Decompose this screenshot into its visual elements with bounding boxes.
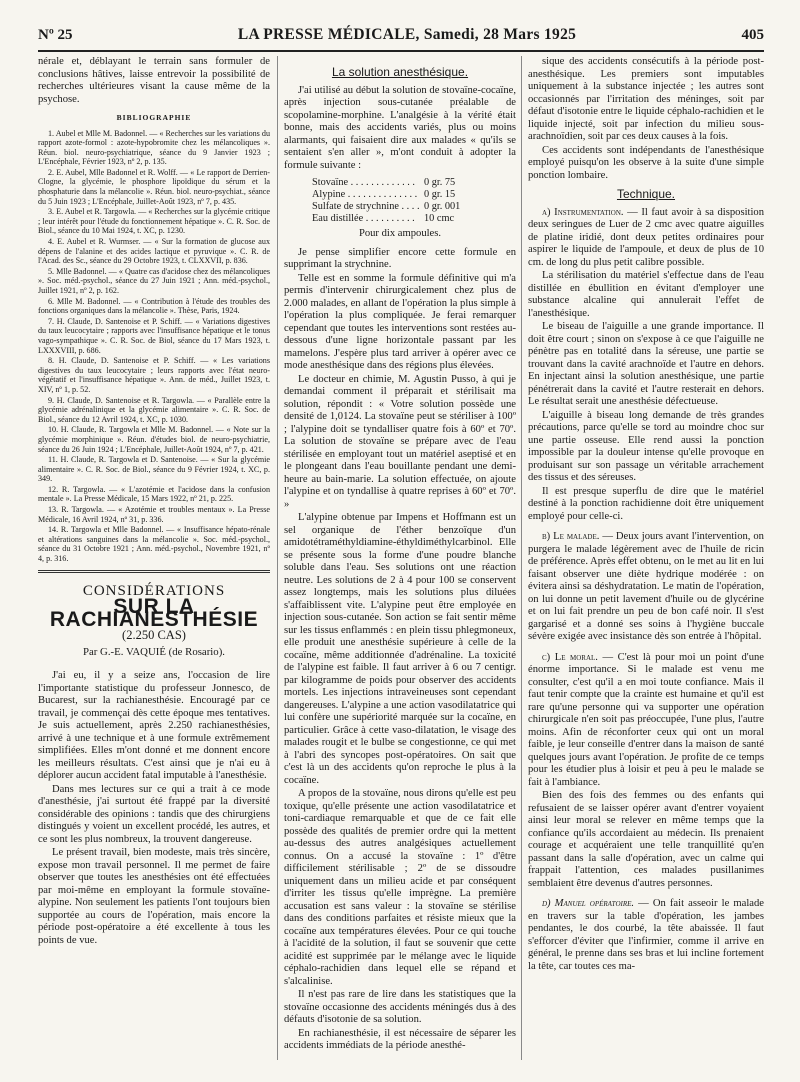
paragraph-instrumentation [528, 207, 764, 270]
article-author: Par G.-E. VAQUIÉ (de Rosario). [82, 645, 226, 658]
paragraph: Le docteur en chimie, M. Agustin Pusso, à qui je demandai comment il préparait et stérilisait ma solution, répondit : « Votre solution possède une densité de 1,0124. La stovaïne peut se stériliser à 100º ; l'alypine doit se tyndalliser quatre fois à 60º et 70º. La solution de stovaïne se prépare avec de l'eau stérilisée en employant tout un matériel aseptisé et en le plongeant dans l'eau bouillante pendant une demi-heure au bain-marie. La solution effectuée, on ajoute l'alypine et on tyndallise à quatre reprises à 60º et 70º. » [284, 373, 516, 510]
page-header [38, 26, 764, 50]
paragraph: Ces accidents sont indépendants de l'anesthésique employé puisqu'on les observe à la suite d'une simple ponction lombaire. [528, 144, 764, 181]
subsection-label: a) Instrumentation. [542, 206, 624, 218]
column-left [38, 56, 270, 1060]
paragraph: Je pense simplifier encore cette formule en supprimant la strychnine. [284, 246, 516, 270]
bibliography-entry: 3. E. Aubel et R. Targowla. — « Recherches sur la glycémie critique ; leur intérêt pour l'étude du fonctionnement hépatique ». C. R. Soc. de Biol., séance du 10 Mai 1924, t. XC, p. 1230. [38, 207, 270, 236]
issue-number: Nº 25 [38, 27, 73, 43]
ingredient-name: Stovaïne . . . . . . . . . . . . . [312, 177, 415, 188]
paragraph: En rachianesthésie, il est nécessaire de séparer les accidents immédiats de la période anesthé- [284, 1027, 516, 1051]
bibliography-entry: 4. E. Aubel et R. Wurmser. — « Sur la formation de glucose aux dépens de l'alanine et des acides lactique et pyruvique ». C. R. de l'Acad. des Sc., séance du 29 Octobre 1923, t. CLXXVII, p. 836. [38, 237, 270, 266]
formula-row [312, 189, 482, 201]
bibliography-entry: 8. H. Claude, D. Santenoise et P. Schiff. — « Les variations digestives du taux leucocytaire ; leurs rapports avec l'état neuro-végétatif et l'insuffisance hépatique ». Ann. de méd., Juillet 1923, t. XIV, nº 1, p. 52. [38, 356, 270, 394]
article-body [528, 270, 764, 523]
paragraph: Il n'est pas rare de lire dans les statistiques que la stovaïne occasionne des accidents méningés dus à des défauts d'isotonie de sa solution. [284, 989, 516, 1025]
bibliography-heading: BIBLIOGRAPHIE [116, 113, 192, 122]
ingredient-name: Alypine . . . . . . . . . . . . . . [312, 189, 418, 200]
bibliography-entry: 9. H. Claude, D. Santenoise et R. Targowla. — « Parallèle entre la glycémie adrénalinique et la glycémie alimentaire ». C. R. Soc. de Biol., séance du 12 Avril 1924, t. XC, p. 1030. [38, 395, 270, 424]
article-body [38, 670, 270, 947]
paragraph: La stérilisation du matériel s'effectue dans de l'eau distillée en ébullition en évitant d'employer une substance alcaline qui annulerait l'effet de l'anesthésique. [528, 270, 764, 319]
header-rule [38, 50, 764, 52]
subsection-label: c) Le moral. [542, 651, 598, 663]
bibliography-entry: 10. H. Claude, R. Targowla et Mlle M. Badonnel. — « Note sur la glycémie morphinique ». Réun. d'études biol. de neuro-psychiatrie, séance du 26 Juin 1924 ; L'Encéphale, Juillet-Août 1924, nº 7, p. 421. [38, 425, 270, 454]
page-number: 405 [741, 27, 764, 43]
paragraph: Il est presque superflu de dire que le matériel destiné à la ponction rachidienne doit être uniquement employé pour celle-ci. [528, 485, 764, 522]
ingredient-quantity: 0 gr. 75 [424, 177, 456, 188]
ingredient-quantity: 0 gr. 15 [424, 189, 456, 200]
section-heading-solution: La solution anesthésique. [331, 65, 469, 79]
bibliography-entry: 7. H. Claude, D. Santenoise et P. Schiff. — « Variations digestives du taux leucocytaire ; rapports avec l'insuffisance hépatique et le tonus vago-sympathique ». C. R. Soc. de Biol, séance du 17 Mars 1923, t. LXXXVIII, p. 686. [38, 316, 270, 355]
article-kicker: CONSIDÉRATIONS [82, 582, 226, 599]
ingredient-quantity: 10 cmc [424, 213, 455, 224]
journal-title: LA PRESSE MÉDICALE, Samedi, 28 Mars 1925 [237, 26, 577, 43]
paragraph: Bien des fois des femmes ou des enfants qui refusaient de se laisser opérer avant d'entrer voyaient ainsi leur moral se relever en même temps que la confiance qu'ils accordaient au médecin. Ils prenaient courage et acquéraient une telle tranquillité qu'en passant dans la salle d'opération, avec un calme qui frappait l'attention, ces malades pusillanimes semblaient être devenus d'autres personnes. [528, 790, 764, 889]
paragraph: Le présent travail, bien modeste, mais très sincère, expose mon travail personnel. Il me permet de faire observer que toutes les anesthésies ont été effectuées par moi-même en employant la formule stovaïne-alypine. Non seulement les patients l'ont toujours bien supportée au cours de l'opération, mais encore la période post-opératoire a été excellente à tous les points de vue. [38, 847, 270, 946]
paragraph-text: — Il faut avoir à sa disposition deux seringues de Luer de 2 cmc avec quatre aiguilles de platine iridié, dont deux petites ordinaires pour aspirer le liquide de l'ampoule, et deux de plus de 10 cm. de long du plus petit calibre possible. [528, 206, 764, 268]
bibliography-entry: 6. Mlle M. Badonnel. — « Contribution à l'étude des troubles des fonctions organiques dans la mélancolie ». Thèse, Paris, 1924. [38, 296, 270, 316]
formula-row [312, 201, 482, 213]
section-separator [38, 570, 270, 573]
paragraph: J'ai utilisé au début la solution de stovaïne-cocaïne, après injection sous-cutanée préalable de scopolamine-morphine. L'analgésie à la vérité était bonne, mais des accidents variés, plus ou moins alarmants, qui faisaient dire aux malades « qu'ils se sentaient s'en aller », m'ont conduit à adopter la formule suivante : [284, 84, 516, 171]
bibliography-entry: 14. R. Targowla et Mlle Badonnel. — « Insuffisance hépato-rénale et altérations sanguines dans la mélancolie ». Soc. méd.-psychol., séance du 31 Octobre 1921 ; Ann. méd.-psychol., Novembre 1921, nº 4, p. 316. [38, 525, 270, 564]
subsection-label: b) Le malade. [542, 531, 600, 542]
ingredient-name: Eau distillée . . . . . . . . . . [312, 213, 415, 224]
ingredient-quantity: 0 gr. 001 [424, 201, 461, 212]
paragraph: Le biseau de l'aiguille a une grande importance. Il doit être court ; sinon on s'expose à ce que l'aiguille ne pénètre pas en totalité dans la séreuse, une partie se trouvant dans la cavité arachnoïde et l'autre en dehors. En injectant ainsi la solution anesthésique, une partie pénétrerait dans la cavité et l'autre resterait en dehors. Le résultat serait une anesthésie défectueuse. [528, 321, 764, 407]
section-heading-technique: Technique. [616, 187, 676, 201]
paragraph: A propos de la stovaïne, nous dirons qu'elle est peu toxique, qu'elle présente une action vasodilatatrice et toni-cardiaque remarquable et que de ce fait elle possède des qualités de premier ordre qui la mettent au-dessus des autres analgésiques actuellement connus. On a accusé la stovaïne : 1º d'être difficilement stérilisable ; 2º de se dissoudre uniquement dans un milieu acide et par conséquent d'irriter les tissus qu'elle imprègne. La première accusation est sans valeur : la stovaïne se stérilise dans des conditions parfaites et résiste mieux que la cocaïne aux températures élevées. Pour ce qui touche à l'acidité de la solution, il faut se souvenir que cette acidité est supprimée par le mélange avec le liquide céphalo-rachidien dans lequel elle se répand et s'alcalinise. [284, 788, 516, 987]
bibliography-entry: 1. Aubel et Mlle M. Badonnel. — « Recherches sur les variations du rapport azote-formol : azote-hypobromite chez les mélancoliques ». Réun. biol. neuro-psychiatrique, séance du 9 Janvier 1923 ; L'Encéphale, Février 1923, nº 2, p. 135. [38, 128, 270, 167]
paragraph: Dans mes lectures sur ce qui a trait à ce mode d'anesthésie, j'ai surtout été frappé par la diversité considérable des opinions : tandis que des chirurgiens distingués y voient un excellent procédé, les autres, et ce sont les plus nombreux, la trouvent dangereuse. [38, 783, 270, 845]
paragraph-text: — Deux jours avant l'intervention, on purgera le malade légèrement avec de l'huile de ricin de préférence. Après effet obtenu, on le met au lit en lui faisant observer une diète hydrique modérée : on évitera ainsi sa déshydratation. Le matin de l'opération, on lui donne un petit lavement d'huile ou de glycérine et on lui fait prendre un peu de bon café noir. Il s'est gargarisé et a donné ses soins à l'hygiène buccale sévère exigée avec insistance dès son entrée à l'hôpital. [528, 531, 764, 642]
paragraph: J'ai eu, il y a seize ans, l'occasion de lire l'importante statistique du professeur Jonnesco, de Bucarest, sur la rachianesthésie. Encouragé par ce travail, je commençai dès cette époque mes tentatives. Je suis actuellement, après 2.250 rachianesthésies, arrivé à une technique et à une formule extrêmement simplifiées. Elles m'ont donné et me donnent encore les meilleurs résultats. C'est ainsi que je n'ai eu à déplorer aucun accident fatal imputable à l'anesthésie. [38, 670, 270, 782]
bibliography-entry: 5. Mlle Badonnel. — « Quatre cas d'acidose chez des mélancoliques ». Soc. méd.-psychol., séance du 27 Juin 1921 ; Ann. méd.-psychol., Juillet 1921, nº 2, p. 162. [38, 266, 270, 295]
bibliography-list [38, 129, 270, 564]
column-middle [284, 56, 516, 1060]
bibliography-entry: 2. E. Aubel, Mlle Badonnel et R. Wolff. — « Le rapport de Derrien-Clogne, la glycémie, le phosphore lipoïdique du sérum et la phosphaturie dans la mélancolie ». Réun. biol. neuro-psychiat., séance du 5 Juin 1923 ; L'Encéphale, Juillet-Août 1923, nº 7, p. 435. [38, 167, 270, 206]
column-divider [521, 56, 522, 1060]
formula-row [312, 213, 482, 225]
subsection-label: d) Manuel opératoire. [542, 898, 635, 909]
paragraph: L'alypine obtenue par Impens et Hoffmann est un sel organique de l'éther benzoïque d'un amidotétraméthyldiamine-éthyldiméthylcarbinol. Elle se présente sous la forme d'une poudre blanche soluble dans l'eau. Ses solutions ont une réaction neutre. Les solutions de 2 à 4 pour 100 se conservent assez longtemps, mais les solutions plus diluées s'affaiblissent vite. L'alypine peut être employée en injection sous-cutanée. Son action se fait sentir même sur les tissus enflammés : en plein tissu phlegmoneux, elle produit une anesthésie supérieure à celle de la cocaïne, même additionnée d'adrénaline. La toxicité de l'alypine est faible. Il faut arriver à 6 ou 7 centigr. par kilogramme de poids pour observer des accidents mortels. Les injections intraveineuses sont cependant dangereuses. L'alypine a une action vasodilatatrice qui lui confère une supériorité marquée sur la cocaïne, en particulier. Grâce à cette vaso-dilatation, le visage des malades rougit et le bulbe se congestionne, ce qui met à l'abri des syncopes post-opératoires. On sait que c'est là un des accidents qu'on reproche le plus à la cocaïne. [284, 512, 516, 786]
formula-note: Pour dix ampoules. [358, 228, 442, 239]
paragraph-moral [528, 652, 764, 790]
bibliography-entry: 13. R. Targowla. — « Azotémie et troubles mentaux ». La Presse Médicale, 16 Avril 1924, nº 31, p. 336. [38, 505, 270, 524]
formula-row [312, 177, 482, 189]
paragraph-text: — C'est là pour moi un point d'une énorme importance. Si le malade est venu me consulter, c'est qu'il a en moi toute confiance. Mais il faut tenir compte que la crainte est humaine et qu'il est rare qu'une personne qui va supporter une opération chirurgicale n'en soit pas préoccupée, l'une plus, l'autre moins. Afin de réconforter ceux qui ont un moral faible, je leur conseille d'entrer dans la maison de santé quelques jours avant l'opération. Je profite de ce temps pour les étudier plus à loisir et peu à peu le malade se fait à l'ambiance. [528, 651, 764, 788]
intro-paragraph: nérale et, déblayant le terrain sans formuler de conclusions hâtives, laisse entrevoir la possibilité de recherches ultérieures visant la cause même de la psychose. [38, 56, 270, 105]
paragraph: L'aiguille à biseau long demande de très grandes précautions, parce qu'elle se tord au moindre choc sur une partie osseuse. Elle rend aussi la ponction impossible par la douleur intense qu'elle provoque en produisant sur son passage un véritable arrachement des tissus et des séreuses. [528, 409, 764, 483]
article-body [528, 56, 764, 182]
article-body [528, 790, 764, 890]
paragraph: sique des accidents consécutifs à la période post-anesthésique. Les premiers sont imputables uniquement à la substance injectée ; les autres sont occasionnés par l'irritation des méninges, soit par défaut d'isotonie entre le liquide céphalo-rachidien et le liquide injecté, soit par infection du milieu sous-arachnoïdien, soit par ces deux causes à la fois. [528, 56, 764, 142]
article-title: SUR LA RACHIANESTHÉSIE [49, 595, 259, 631]
paragraph-manuel [528, 898, 764, 973]
paragraph: Telle est en somme la formule définitive qui m'a permis d'intervenir chirurgicalement chez plus de 2.000 malades, en allant de l'opération la plus simple à l'opération la plus compliquée. Je ferai remarquer cependant que toutes les interventions sont restées au-dessous d'une ligne horizontale passant par les mamelons. J'espère plus tard arriver à opérer avec ce mode anesthésique dans des régions plus élevées. [284, 272, 516, 371]
formula-table [312, 177, 516, 225]
paragraph-malade [528, 531, 764, 644]
bibliography-entry: 12. R. Targowla. — « L'azotémie et l'acidose dans la confusion mentale ». La Presse Médicale, 15 Mars 1922, nº 21, p. 225. [38, 484, 270, 504]
bibliography-entry: 11. H. Claude, R. Targowla et D. Santenoise. — « Sur la glycémie alimentaire ». C. R. Soc. de Biol., séance du 9 Février 1924, t. XC, p. 349. [38, 455, 270, 484]
column-right [528, 56, 764, 1060]
paragraph-text: — On fait asseoir le malade en travers sur la table d'opération, les jambes pendantes, le dos courbé, la tête abaissée. Il faut s'efforcer d'éviter que l'infirmier, comme il arrive en général, le prenne dans ses bras et lui incline fortement la tête, car toutes ces ma- [528, 898, 764, 972]
column-divider [277, 56, 278, 1060]
article-subtitle: (2.250 CAS) [122, 628, 186, 643]
article-body [284, 247, 516, 1053]
ingredient-name: Sulfate de strychnine . . . . [312, 201, 420, 212]
